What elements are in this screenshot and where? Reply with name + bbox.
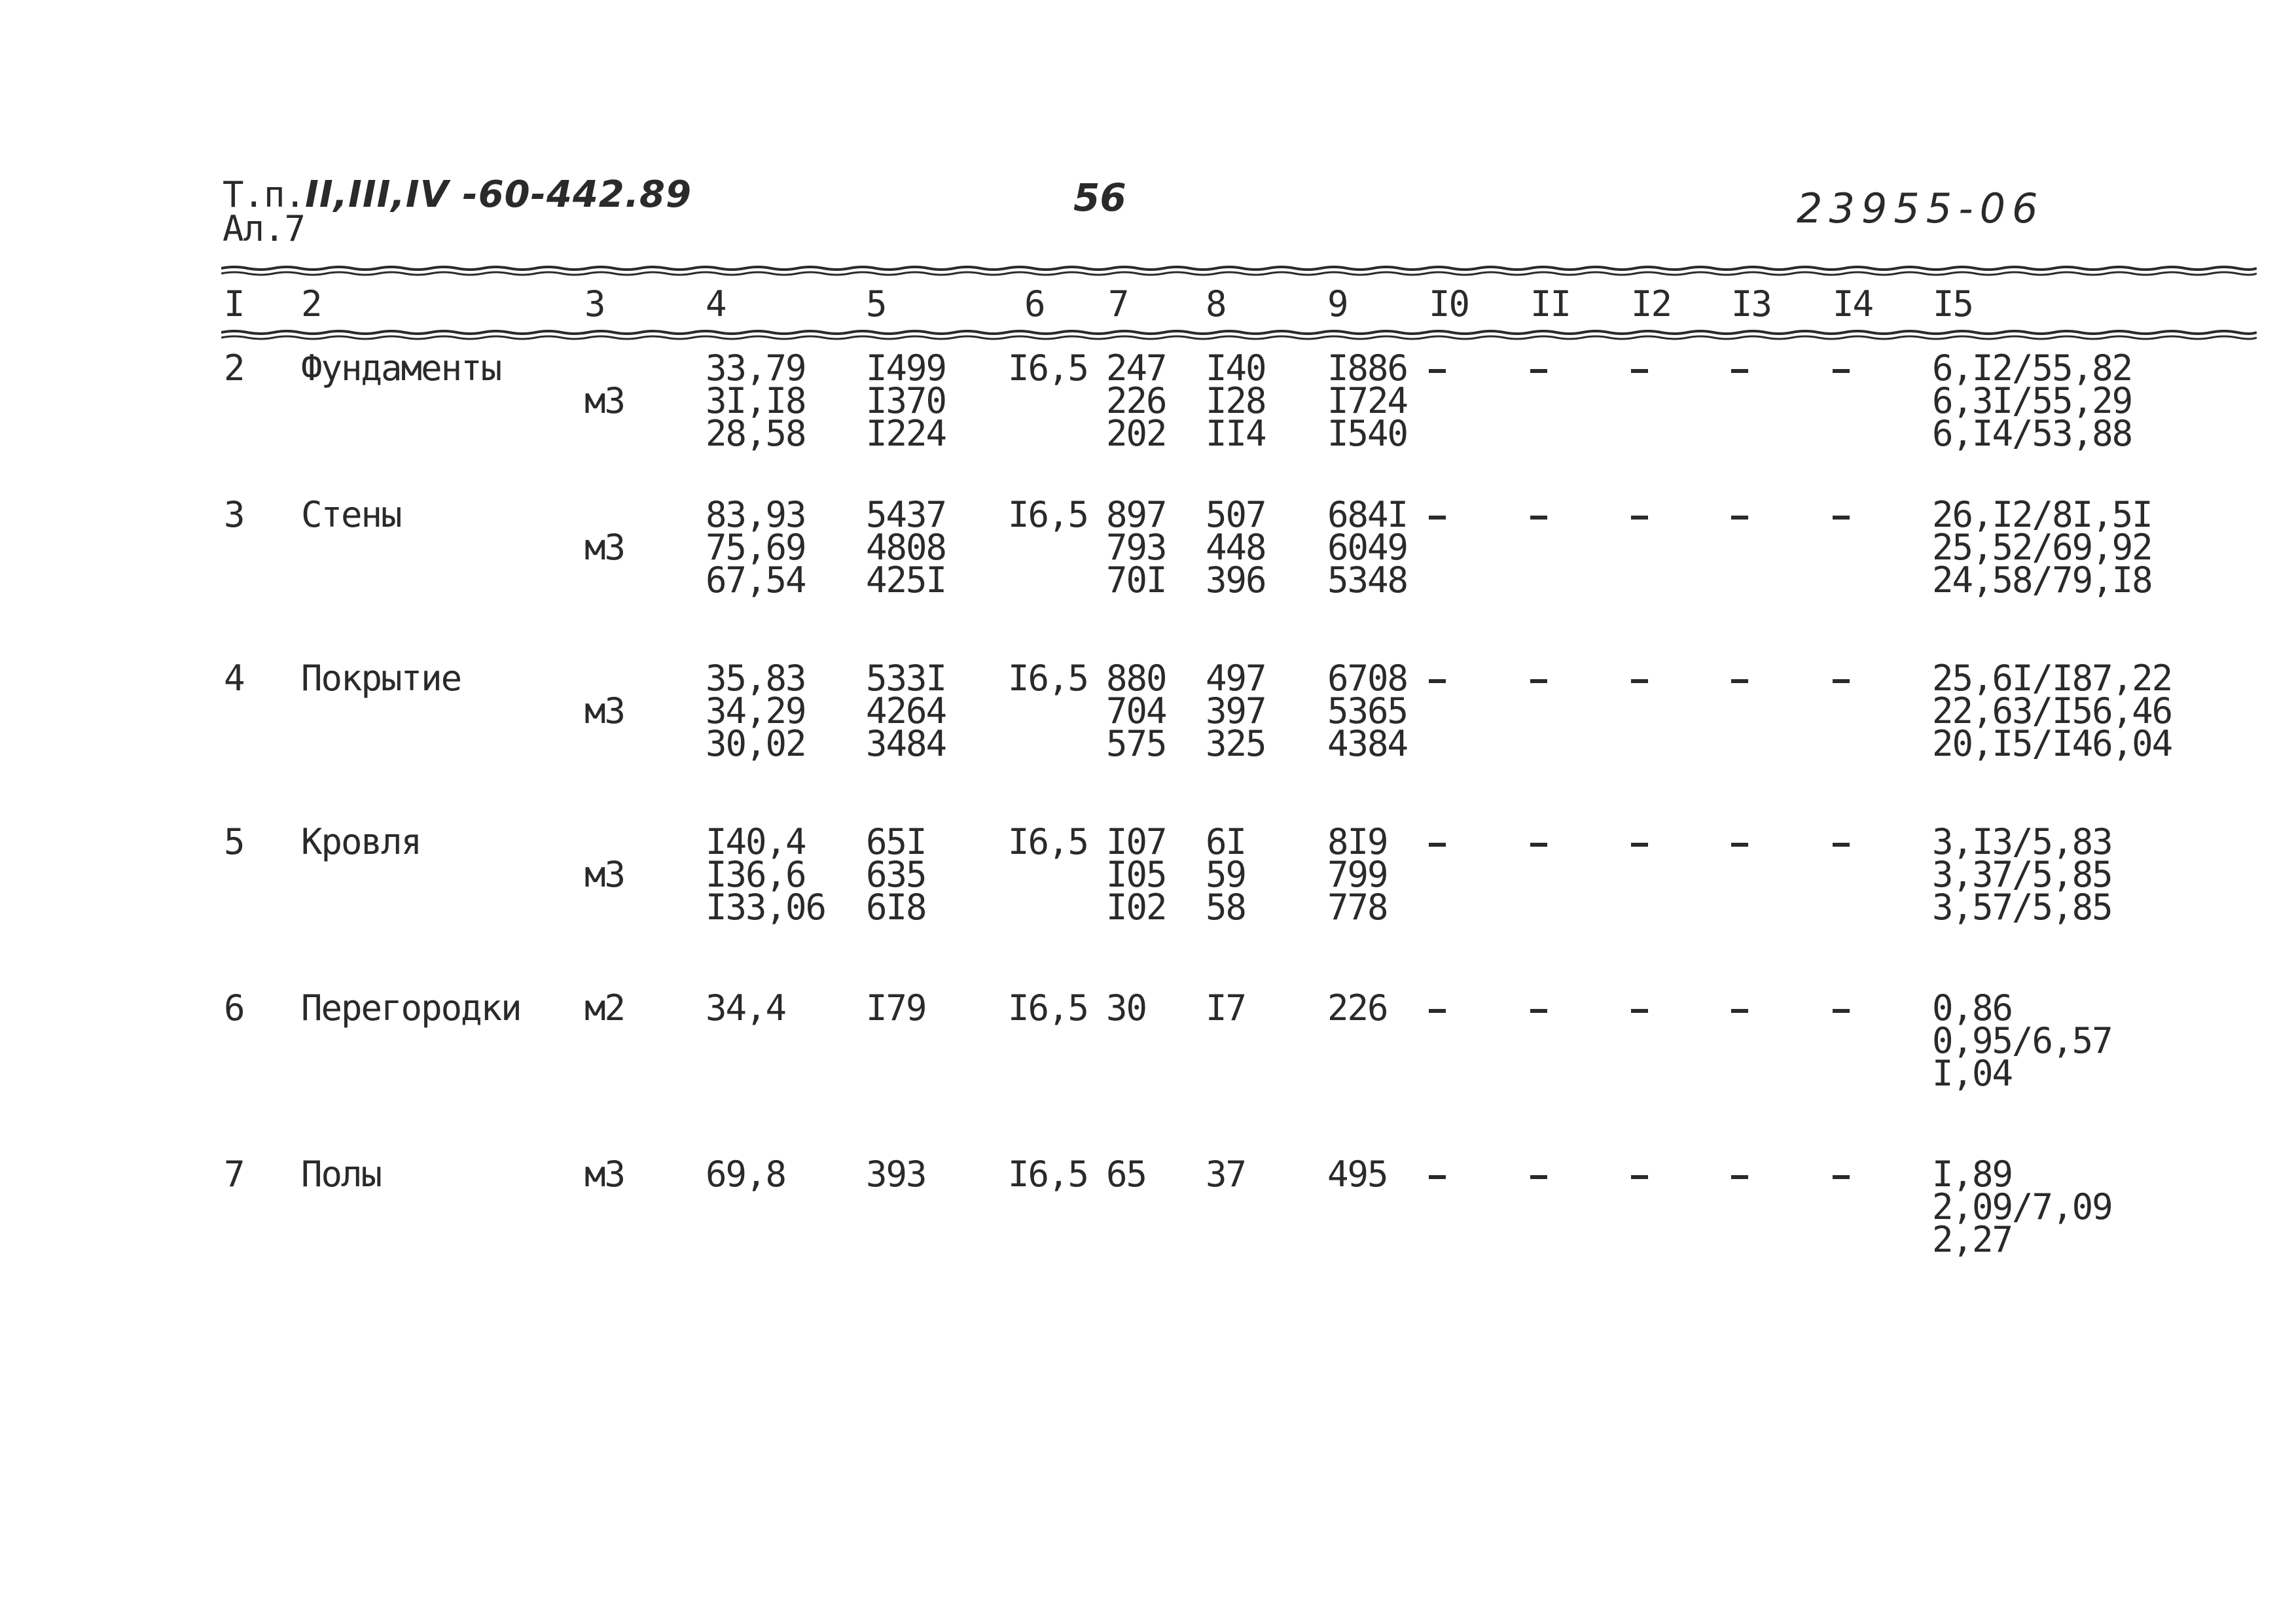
- element-name: Полы: [301, 1154, 382, 1195]
- unit-cell: м3: [584, 1154, 625, 1195]
- page-number: 56: [1073, 175, 1126, 220]
- total-cell: I886 I724 I540: [1327, 347, 1408, 454]
- rate-cell: I6,5: [1008, 494, 1088, 535]
- cost-cell: 5437 4808 425I: [866, 494, 946, 601]
- column-header-10: I0: [1429, 283, 1469, 325]
- empty-value-dash: [1731, 1009, 1748, 1013]
- volume-cell: I40,4 I36,6 I33,06: [706, 821, 826, 928]
- value-cell-8: 497 397 325: [1206, 658, 1266, 764]
- column-header-2: 2: [301, 283, 321, 325]
- empty-value-dash: [1833, 516, 1850, 520]
- value-cell-8: 6I 59 58: [1206, 821, 1246, 928]
- empty-value-dash: [1833, 679, 1850, 683]
- table-header-rule: [221, 330, 2257, 340]
- table-top-rule: [221, 266, 2257, 276]
- element-name: Стены: [301, 494, 401, 535]
- row-number: 3: [224, 494, 244, 535]
- column-header-8: 8: [1206, 283, 1226, 325]
- volume-cell: 34,4: [706, 987, 786, 1029]
- empty-value-dash: [1833, 1175, 1850, 1179]
- empty-value-dash: [1429, 516, 1446, 520]
- value-cell-7: 897 793 70I: [1106, 494, 1166, 601]
- ratio-cell: 3,I3/5,83 3,37/5,85 3,57/5,85: [1932, 821, 2112, 928]
- empty-value-dash: [1530, 369, 1547, 373]
- empty-value-dash: [1530, 516, 1547, 520]
- element-name: Перегородки: [301, 987, 521, 1029]
- column-header-9: 9: [1327, 283, 1348, 325]
- value-cell-8: I7: [1206, 987, 1246, 1029]
- value-cell-8: 507 448 396: [1206, 494, 1266, 601]
- cost-cell: 393: [866, 1154, 926, 1195]
- column-header-14: I4: [1833, 283, 1873, 325]
- empty-value-dash: [1530, 1009, 1547, 1013]
- column-header-7: 7: [1108, 283, 1128, 325]
- empty-value-dash: [1631, 843, 1648, 847]
- value-cell-7: 247 226 202: [1106, 347, 1166, 454]
- empty-value-dash: [1731, 1175, 1748, 1179]
- ratio-cell: 25,6I/I87,22 22,63/I56,46 20,I5/I46,04: [1932, 658, 2172, 764]
- empty-value-dash: [1833, 369, 1850, 373]
- value-cell-8: I40 I28 II4: [1206, 347, 1266, 454]
- empty-value-dash: [1429, 679, 1446, 683]
- volume-cell: 33,79 3I,I8 28,58: [706, 347, 806, 454]
- row-number: 7: [224, 1154, 244, 1195]
- empty-value-dash: [1429, 1009, 1446, 1013]
- volume-cell: 83,93 75,69 67,54: [706, 494, 806, 601]
- ratio-cell: 26,I2/8I,5I 25,52/69,92 24,58/79,I8: [1932, 494, 2152, 601]
- value-cell-7: 880 704 575: [1106, 658, 1166, 764]
- empty-value-dash: [1530, 843, 1547, 847]
- column-header-4: 4: [706, 283, 726, 325]
- empty-value-dash: [1731, 516, 1748, 520]
- empty-value-dash: [1530, 1175, 1547, 1179]
- empty-value-dash: [1731, 679, 1748, 683]
- ratio-cell: 6,I2/55,82 6,3I/55,29 6,I4/53,88: [1932, 347, 2132, 454]
- row-number: 2: [224, 347, 244, 389]
- unit-cell: м3: [584, 527, 625, 568]
- total-cell: 226: [1327, 987, 1388, 1029]
- unit-cell: м3: [584, 380, 625, 421]
- value-cell-7: I07 I05 I02: [1106, 821, 1166, 928]
- empty-value-dash: [1631, 679, 1648, 683]
- element-name: Покрытие: [301, 658, 461, 699]
- album-label: Ал.7: [223, 208, 306, 249]
- ratio-cell: I,89 2,09/7,09 2,27: [1932, 1154, 2112, 1260]
- rate-cell: I6,5: [1008, 347, 1088, 389]
- total-cell: 8I9 799 778: [1327, 821, 1388, 928]
- cost-cell: I79: [866, 987, 926, 1029]
- volume-cell: 35,83 34,29 30,02: [706, 658, 806, 764]
- series-code: II,III,IV -60-442.89: [305, 173, 692, 216]
- cost-cell: 65I 635 6I8: [866, 821, 926, 928]
- row-number: 5: [224, 821, 244, 862]
- element-name: Кровля: [301, 821, 422, 862]
- unit-cell: м2: [584, 987, 625, 1029]
- empty-value-dash: [1833, 843, 1850, 847]
- total-cell: 495: [1327, 1154, 1388, 1195]
- empty-value-dash: [1731, 843, 1748, 847]
- column-header-12: I2: [1631, 283, 1672, 325]
- column-header-1: I: [224, 283, 244, 325]
- rate-cell: I6,5: [1008, 821, 1088, 862]
- empty-value-dash: [1429, 369, 1446, 373]
- column-header-11: II: [1530, 283, 1571, 325]
- document-designation: [223, 173, 692, 249]
- empty-value-dash: [1429, 1175, 1446, 1179]
- total-cell: 684I 6049 5348: [1327, 494, 1408, 601]
- document-code: 23955-06: [1797, 185, 2045, 232]
- cost-cell: I499 I370 I224: [866, 347, 946, 454]
- value-cell-7: 65: [1106, 1154, 1147, 1195]
- empty-value-dash: [1731, 369, 1748, 373]
- empty-value-dash: [1631, 1175, 1648, 1179]
- rate-cell: I6,5: [1008, 987, 1088, 1029]
- empty-value-dash: [1631, 369, 1648, 373]
- rate-cell: I6,5: [1008, 1154, 1088, 1195]
- empty-value-dash: [1429, 843, 1446, 847]
- row-number: 6: [224, 987, 244, 1029]
- unit-cell: м3: [584, 690, 625, 732]
- column-header-3: 3: [584, 283, 605, 325]
- series-prefix: Т.п.: [223, 174, 306, 215]
- row-number: 4: [224, 658, 244, 699]
- column-header-6: 6: [1024, 283, 1045, 325]
- rate-cell: I6,5: [1008, 658, 1088, 699]
- cost-cell: 533I 4264 3484: [866, 658, 946, 764]
- empty-value-dash: [1530, 679, 1547, 683]
- empty-value-dash: [1833, 1009, 1850, 1013]
- unit-cell: м3: [584, 854, 625, 895]
- column-header-5: 5: [866, 283, 886, 325]
- element-name: Фундаменты: [301, 347, 501, 389]
- column-header-15: I5: [1933, 283, 1973, 325]
- value-cell-7: 30: [1106, 987, 1147, 1029]
- total-cell: 6708 5365 4384: [1327, 658, 1408, 764]
- column-header-13: I3: [1731, 283, 1772, 325]
- ratio-cell: 0,86 0,95/6,57 I,04: [1932, 987, 2112, 1094]
- value-cell-8: 37: [1206, 1154, 1246, 1195]
- empty-value-dash: [1631, 516, 1648, 520]
- empty-value-dash: [1631, 1009, 1648, 1013]
- series-line: [223, 173, 692, 216]
- volume-cell: 69,8: [706, 1154, 786, 1195]
